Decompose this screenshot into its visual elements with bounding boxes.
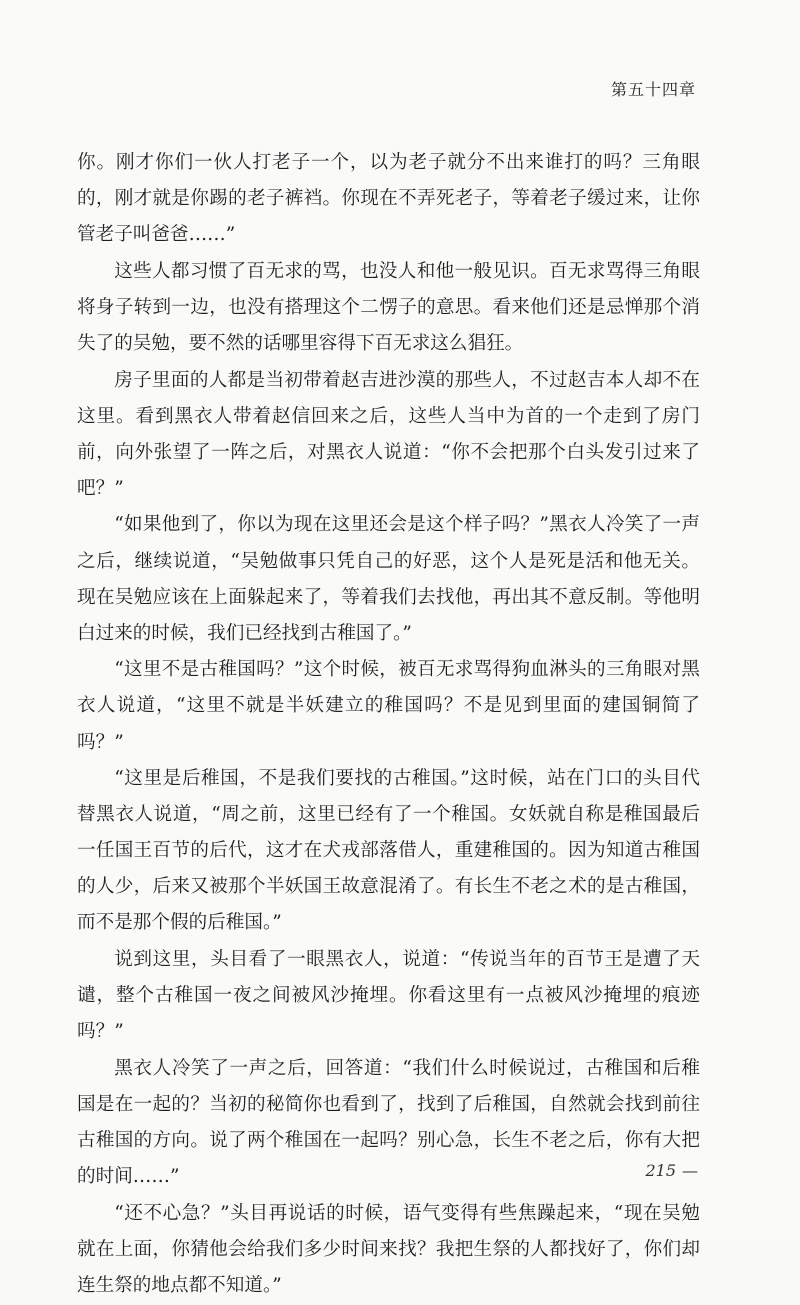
paragraph: 房子里面的人都是当初带着赵吉进沙漠的那些人，不过赵吉本人却不在这里。看到黑衣人带着赵信回来之后，这些人当中为首的一个走到了房门前，向外张望了一阵之后，对黑衣人说道：“你不会把那个白头发引过来了吧？” — [77, 369, 700, 499]
paragraph: 这些人都习惯了百无求的骂，也没人和他一般见识。百无求骂得三角眼将身子转到一边，也没有搭理这个二愣子的意思。看来他们还是忌惮那个消失了的吴勉，要不然的话哪里容得下百无求这么猖狂。 — [77, 260, 700, 354]
chapter-header: 第五十四章 — [610, 80, 696, 99]
body-text — [77, 145, 700, 1305]
paragraph: 说到这里，头目看了一眼黑衣人，说道：“传说当年的百节王是遭了天谴，整个古稚国一夜之间被风沙掩埋。你看这里有一点被风沙掩埋的痕迹吗？” — [77, 949, 700, 1043]
paragraph: 黑衣人冷笑了一声之后，回答道：“我们什么时候说过，古稚国和后稚国是在一起的？当初的秘简你也看到了，找到了后稚国，自然就会找到前往古稚国的方向。说了两个稚国在一起吗？别心急，长生不老之后，你有大把的时间……” — [77, 1057, 700, 1188]
page-number-dash: — — [682, 1161, 698, 1180]
paragraph: “还不心急？”头目再说话的时候，语气变得有些焦躁起来，“现在吴勉就在上面，你猜他会给我们多少时间来找？我把生祭的人都找好了，你们却连生祭的地点都不知道。” — [77, 1202, 700, 1296]
page-number: 215 — [645, 1161, 676, 1180]
paragraph: “如果他到了，你以为现在这里还会是这个样子吗？”黑衣人冷笑了一声之后，继续说道，“吴勉做事只凭自己的好恶，这个人是死是活和他无关。现在吴勉应该在上面躲起来了，等着我们去找他，再出其不意反制。等他明白过来的时候，我们已经找到古稚国了。” — [77, 514, 700, 644]
paragraph: “这里是后稚国，不是我们要找的古稚国。”这时候，站在门口的头目代替黑衣人说道，“周之前，这里已经有了一个稚国。女妖就自称是稚国最后一任国王百节的后代，这才在犬戎部落借人，重建稚国的。因为知道古稚国的人少，后来又被那个半妖国王故意混淆了。有长生不老之术的是古稚国，而不是那个假的后稚国。” — [77, 768, 700, 934]
paragraph: “这里不是古稚国吗？”这个时候，被百无求骂得狗血淋头的三角眼对黑衣人说道，“这里不就是半妖建立的稚国吗？不是见到里面的建国铜简了吗？” — [77, 659, 700, 753]
page-footer — [645, 1161, 698, 1180]
paragraph-continued: 你。刚才你们一伙人打老子一个，以为老子就分不出来谁打的吗？三角眼的，刚才就是你踢的老子裤裆。你现在不弄死老子，等着老子缓过来，让你管老子叫爸爸……” — [77, 152, 700, 246]
